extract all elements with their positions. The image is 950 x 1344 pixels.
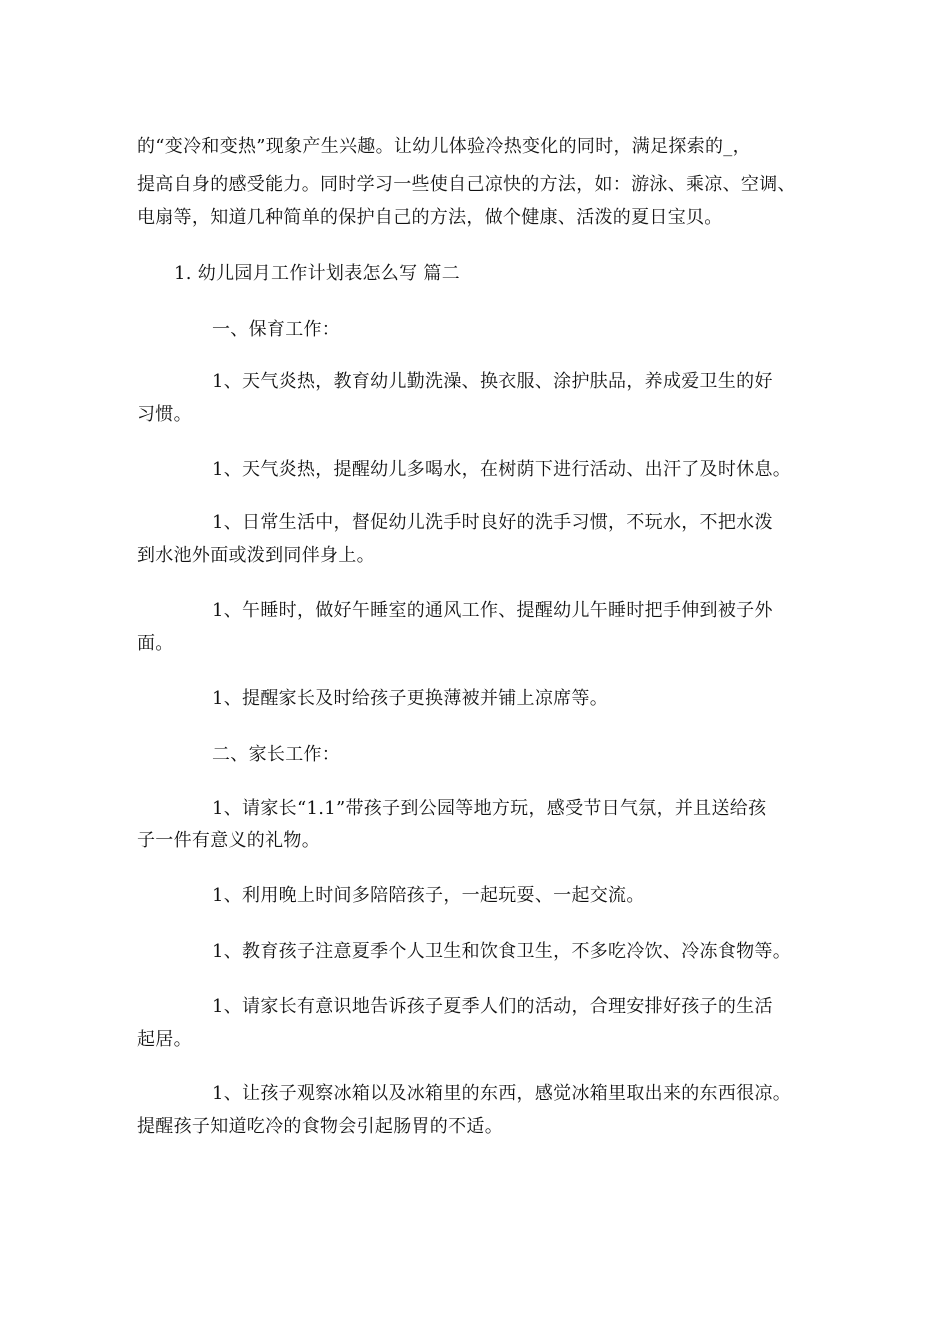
intro-line-2: 提高自身的感受能力。同时学习一些使自己凉快的方法，如：游泳、乘凉、空调、 — [137, 174, 796, 195]
section1-item-1-line-2: 习惯。 — [137, 404, 192, 425]
intro-line-1: 的“变冷和变热”现象产生兴趣。让幼儿体验冷热变化的同时，满足探索的_， — [137, 136, 751, 157]
section2-title: 二、家长工作： — [212, 744, 341, 765]
section-heading: 1. 幼儿园月工作计划表怎么写 篇二 — [174, 263, 461, 284]
section2-item-4-line-1: 1、请家长有意识地告诉孩子夏季人们的活动，合理安排好孩子的生活 — [212, 996, 773, 1017]
section2-item-4-line-2: 起居。 — [137, 1029, 192, 1050]
section1-item-3-line-2: 到水池外面或泼到同伴身上。 — [137, 545, 375, 566]
section2-item-1-line-2: 子一件有意义的礼物。 — [137, 830, 320, 851]
section1-item-2-line-1: 1、天气炎热，提醒幼儿多喝水，在树荫下进行活动、出汗了及时休息。 — [212, 459, 792, 480]
section1-item-3-line-1: 1、日常生活中，督促幼儿洗手时良好的洗手习惯，不玩水，不把水泼 — [212, 512, 773, 533]
section1-item-5-line-1: 1、提醒家长及时给孩子更换薄被并铺上凉席等。 — [212, 688, 609, 709]
section2-item-5-line-2: 提醒孩子知道吃冷的食物会引起肠胃的不适。 — [137, 1116, 503, 1137]
section1-item-1-line-1: 1、天气炎热，教育幼儿勤洗澡、换衣服、涂护肤品，养成爱卫生的好 — [212, 371, 773, 392]
section2-item-5-line-1: 1、让孩子观察冰箱以及冰箱里的东西，感觉冰箱里取出来的东西很凉。 — [212, 1083, 792, 1104]
section2-item-3-line-1: 1、教育孩子注意夏季个人卫生和饮食卫生，不多吃冷饮、冷冻食物等。 — [212, 941, 792, 962]
section1-item-4-line-2: 面。 — [137, 633, 174, 654]
section2-item-2-line-1: 1、利用晚上时间多陪陪孩子，一起玩耍、一起交流。 — [212, 885, 645, 906]
section2-item-1-line-1: 1、请家长“1.1”带孩子到公园等地方玩，感受节日气氛，并且送给孩 — [212, 798, 767, 819]
section1-title: 一、保育工作： — [212, 319, 341, 340]
section1-item-4-line-1: 1、午睡时，做好午睡室的通风工作、提醒幼儿午睡时把手伸到被子外 — [212, 600, 773, 621]
intro-line-3: 电扇等，知道几种简单的保护自己的方法，做个健康、活泼的夏日宝贝。 — [137, 207, 723, 228]
